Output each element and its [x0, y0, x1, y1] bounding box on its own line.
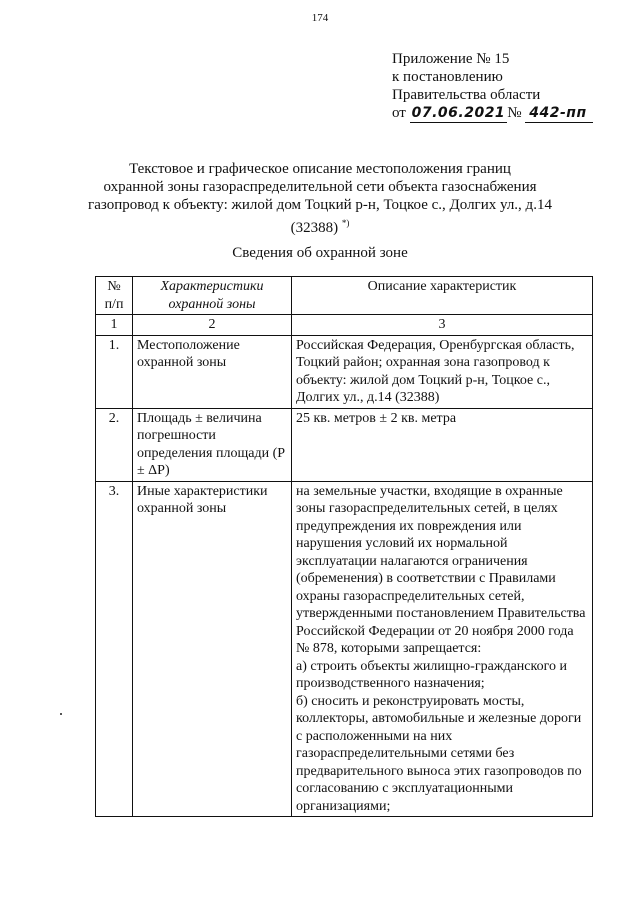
appendix-line-1: Приложение № 15	[392, 51, 510, 67]
description-intro: на земельные участки, входящие в охранные зоны газораспределительных сетей, в целях предупреждения их повреждения или нарушения условий их нормальной эксплуатации налагаются ограничения (обременения) в соответствии с Правилами охраны газораспределительных сетей, утвержденными постановлением Правительства Российской Федерации от 20 ноября 2000 года № 878, которыми запрещается:	[296, 483, 586, 656]
table-index-row	[96, 315, 593, 336]
description-item-a: а) строить объекты жилищно-гражданского и производственного назначения;	[296, 658, 567, 691]
row-characteristic: Местоположение охранной зоны	[133, 335, 292, 408]
row-description	[292, 481, 593, 817]
appendix-line-3: Правительства области	[392, 87, 541, 103]
appendix-date-line	[392, 104, 593, 123]
header-num: № п/п	[96, 277, 133, 315]
page-number: 174	[311, 12, 329, 24]
header-description: Описание характеристик	[292, 277, 593, 315]
section-subtitle: Сведения об охранной зоне	[232, 245, 408, 261]
header-characteristics: Характеристики охранной зоны	[133, 277, 292, 315]
row-characteristic: Площадь ± величина погрешности определения площади (P ± ΔP)	[133, 408, 292, 481]
document-title	[60, 160, 580, 237]
title-line-4	[60, 214, 580, 237]
footnote-mark: *)	[341, 218, 350, 228]
row-description: Российская Федерация, Оренбургская область, Тоцкий район; охранная зона газопровод к объекту: жилой дом Тоцкий р-н, Тоцкое с., Долгих ул., д.14 (32388)	[292, 335, 593, 408]
description-item-b: б) сносить и реконструировать мосты, коллекторы, автомобильные и железные дороги с расположенными на них газораспределительными сетями без предварительного выноса этих газопроводов по согласованию с эксплуатационными организациями;	[296, 693, 582, 814]
title-line-2: охранной зоны газораспределительной сети объекта газоснабжения	[103, 179, 537, 195]
row-number: 1.	[96, 335, 133, 408]
handwritten-date: 07.06.2021	[411, 105, 506, 121]
date-prefix: от	[392, 105, 406, 121]
appendix-line-2: к постановлению	[392, 69, 503, 85]
index-cell-3: 3	[292, 315, 593, 336]
table-header-row	[96, 277, 593, 315]
table-row	[96, 335, 593, 408]
index-cell-1: 1	[96, 315, 133, 336]
handwritten-number: 442-пп	[525, 104, 593, 123]
row-number: 2.	[96, 408, 133, 481]
row-description: 25 кв. метров ± 2 кв. метра	[292, 408, 593, 481]
table-row	[96, 408, 593, 481]
row-number: 3.	[96, 481, 133, 817]
title-line-3: газопровод к объекту: жилой дом Тоцкий р-н, Тоцкое с., Долгих ул., д.14	[88, 197, 552, 213]
row-characteristic: Иные характеристики охранной зоны	[133, 481, 292, 817]
title-line-1: Текстовое и графическое описание местоположения границ	[129, 161, 511, 177]
index-cell-2: 2	[133, 315, 292, 336]
zone-info-table	[95, 276, 593, 817]
table-row	[96, 481, 593, 817]
scan-speck	[60, 713, 62, 715]
title-line-4-text: (32388)	[290, 220, 339, 236]
appendix-block	[392, 50, 593, 123]
number-prefix: №	[507, 105, 522, 121]
